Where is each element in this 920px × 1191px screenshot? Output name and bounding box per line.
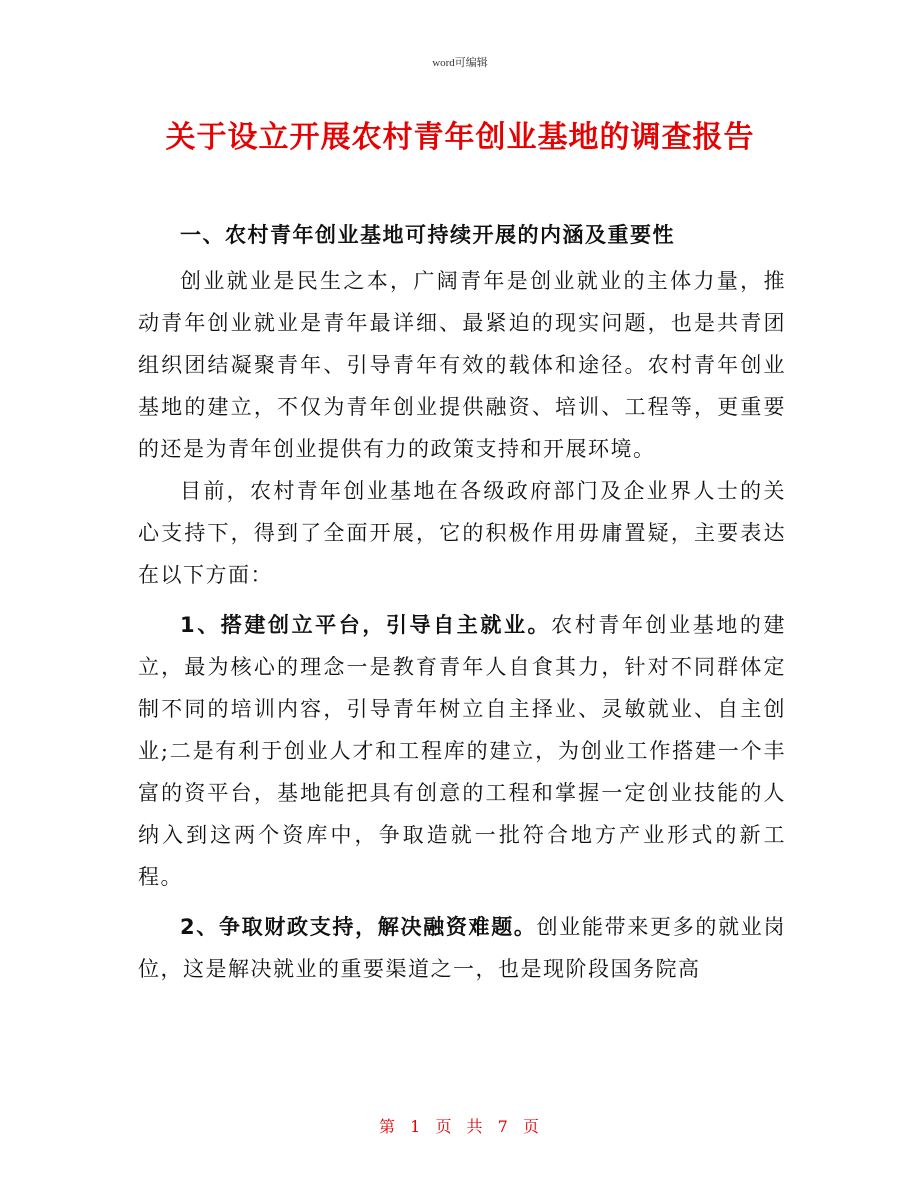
footer-label-gong: 共 <box>466 1117 485 1136</box>
paragraph-4-body: 创业能带来更多的就业岗位，这是解决就业的重要渠道之一，也是现阶段国务院高 <box>138 915 786 981</box>
footer-label-ye-2: 页 <box>522 1117 541 1136</box>
paragraph-3-body: 农村青年创业基地的建立，最为核心的理念一是教育青年人自食其力，针对不同群体定制不同的培训内容，引导青年树立自主择业、灵敏就业、自主创业;二是有利于创业人才和工程库的建立，为创业工作搭建一个丰富的资平台，基地能把具有创意的工程和掌握一定创业技能的人纳入到这两个资库中，争取造就一批符合地方产业形式的新工程。 <box>138 613 786 889</box>
header-note: word可编辑 <box>432 57 488 69</box>
paragraph-4 <box>138 906 786 990</box>
footer-page-number: 1 <box>410 1117 423 1136</box>
document-body <box>138 214 786 990</box>
page-footer <box>0 1114 920 1137</box>
section-heading: 一、农村青年创业基地可持续开展的内涵及重要性 <box>180 223 675 247</box>
document-title: 关于设立开展农村青年创业基地的调查报告 <box>165 120 755 155</box>
paragraph-3-lead: 1、搭建创立平台，引导自主就业。 <box>180 613 552 637</box>
paragraph-4-lead: 2、争取财政支持，解决融资难题。 <box>180 915 537 939</box>
paragraph-3 <box>138 604 786 898</box>
paragraph-2: 目前，农村青年创业基地在各级政府部门及企业界人士的关心支持下，得到了全面开展，它的积极作用毋庸置疑，主要表达在以下方面： <box>138 479 786 587</box>
footer-label-di: 第 <box>379 1117 398 1136</box>
footer-label-ye: 页 <box>435 1117 454 1136</box>
paragraph-1: 创业就业是民生之本，广阔青年是创业就业的主体力量，推动青年创业就业是青年最详细、最紧迫的现实问题，也是共青团组织团结凝聚青年、引导青年有效的载体和途径。农村青年创业基地的建立，不仅为青年创业提供融资、培训、工程等，更重要的还是为青年创业提供有力的政策支持和开展环境。 <box>138 269 786 461</box>
footer-total-pages: 7 <box>497 1117 510 1136</box>
